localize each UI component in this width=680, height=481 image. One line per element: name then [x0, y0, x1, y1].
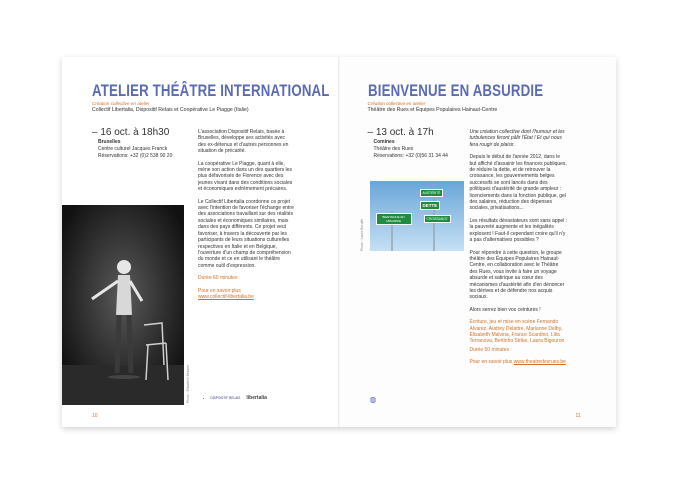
left-venue: Centre culturel Jacques Franck	[98, 146, 168, 152]
right-venue: Théâtre des Rues	[373, 146, 414, 152]
sign-austerite: AUSTÉRITÉ	[420, 189, 444, 197]
right-photo-credit: Photo : Laure Bonafé	[359, 218, 364, 251]
brochure-spread	[62, 57, 616, 427]
logo-icon: ◔	[202, 395, 205, 401]
libertalia-logo: libertalia	[246, 395, 267, 401]
right-city: Comines	[373, 139, 395, 145]
right-more	[470, 359, 568, 365]
left-more-label: Pour en savoir plus	[198, 287, 241, 294]
right-info	[374, 139, 484, 160]
left-body	[198, 129, 294, 300]
sign-dette: DETTE	[420, 201, 441, 210]
right-date: – 13 oct. à 17h	[367, 127, 434, 138]
left-page-number: 10	[92, 413, 98, 419]
right-photo	[370, 181, 464, 251]
left-paragraph: La coopérative Le Piagge, quant à elle, mène son action dans un des quartiers les plus défavorisés de Florence avec des jeunes vivant dans des conditions sociales et économiques extrêmement précaires.	[198, 160, 293, 193]
right-paragraph: Alors serrez bien vos ceintures !	[469, 306, 541, 313]
performer-photo-illustration	[62, 205, 184, 405]
left-info	[98, 139, 198, 160]
right-paragraph: Les résultats dévastateurs sont sans appel : la pauvreté augmente et les inégalités explosent ! Faut-il cependant croire qu'il n'y a pas d'alternatives possibles ?	[469, 217, 568, 244]
right-subtitle: Création collective en atelier	[367, 101, 426, 106]
left-city: Bruxelles	[98, 139, 121, 145]
left-paragraph: L'association Dispositif Relais, basée à Bruxelles, développe ses activités avec des ex-détenus et d'autres personnes en situation de précarité.	[198, 129, 289, 155]
left-paragraph: Le Collectif Libertalia coordonne ce projet avec l'intention de favoriser l'échange entre des associations travaillant sur des réalités sociales et économiques similaires, mais dans des pays différents. Ce projet veut favoriser, à travers la découverte par les participants de leurs situations culturelles respectives en Italie et en Belgique, l'ouverture d'un champ de compréhension du monde et ce en utilisant le théâtre comme outil d'expression.	[198, 198, 294, 269]
left-date: – 16 oct. à 18h30	[92, 127, 170, 138]
right-paragraph: Pour répondre à cette question, le groupe théâtre des Équipes Populaires Hainaut-Centre, en collaboration avec le Théâtre des Rues, vous invite à faire un voyage absurde et satirique au cœur des mécanismes d'austérité afin d'en dénoncer les dérives et de défendre nos acquis sociaux.	[469, 249, 565, 301]
left-reservations: Réservations: +32 (0)2 538 90 20	[98, 153, 173, 159]
right-title: BIENVENUE EN ABSURDIE	[367, 81, 543, 100]
left-page	[62, 57, 340, 427]
left-logos	[202, 395, 267, 401]
left-title: ATELIER THÉÂTRE INTERNATIONAL	[92, 81, 330, 100]
dispositif-relais-logo: DISPOSITIF RELAIS	[210, 396, 241, 400]
right-duration: Durée 50 minutes	[469, 346, 509, 353]
sign-croissance: CROISSANCE	[424, 215, 451, 223]
sign-bienvenue: BIENVENUE EN ABSURDIE	[376, 213, 412, 225]
right-paragraph: Depuis le début de l'année 2012, dans le but affiché d'assainir les finances publiques, de réduire la dette, et de retrouver la croissance, les gouvernements belges successifs se sont lancés dans des politiques d'austérité de grande ampleur : licenciements dans la fonction publique, gel des salaires, réduction des dépenses sociales, privatisations...	[469, 154, 567, 212]
left-duration: Durée 60 minutes	[198, 275, 238, 282]
right-more-label: Pour en savoir plus	[469, 359, 513, 366]
left-more-link[interactable]: www.collectif-libertalia.be	[198, 293, 254, 300]
left-company: Collectif Libertalia, Dispositif Relais et Coopérative Le Piagge (Italie)	[92, 107, 249, 113]
right-page-number: 11	[575, 413, 581, 419]
right-reservations: Réservations: +32 (0)56 31 34 44	[373, 153, 448, 159]
right-more-link[interactable]: www.theatredesrues.be	[513, 359, 566, 366]
left-photo-credit: Photo : Elisabeth Bekaert	[186, 364, 190, 403]
left-photo	[62, 205, 184, 405]
right-company: Théâtre des Rues et Équipes Populaires Hainaut-Centre	[367, 107, 498, 113]
left-subtitle: Création collective en atelier	[92, 101, 150, 106]
right-page	[340, 57, 617, 427]
right-intro: Une création collective dont l'humour et les turbulences feront pâlir l'État ! Et qui nous fera rougir de plaisir.	[469, 129, 565, 148]
right-body	[470, 129, 568, 366]
right-credits: Écriture, jeu et mise en scène Fernando Alvarez, Audrey Delattre, Marianne Delby, Elisabeth Malvina, France Scardino, Lilia Terranova, Bertinho Strike, Laura Bigouron	[469, 319, 565, 345]
globe-logo-icon: ◍	[369, 395, 377, 404]
